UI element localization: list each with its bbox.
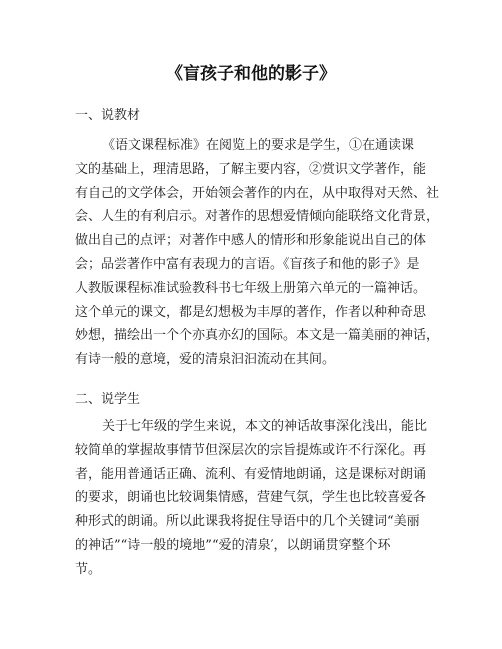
paragraph-line: 有自己的文学体会，开始领会著作的内在，从中取得对天然、社: [75, 185, 440, 201]
document-title: 《盲孩子和他的影子》: [166, 64, 336, 84]
paragraph-line: 有诗一般的意境，爱的清泉汩汩流动在其间。: [75, 352, 336, 368]
section-heading-students: 二、说学生: [75, 392, 141, 407]
paragraph-line: 这个单元的课文，都是幻想极为丰厚的著作，作者以种种奇思: [75, 304, 427, 320]
paragraph-line: 节。: [75, 561, 102, 577]
paragraph-line: 《语文课程标准》在阅览上的要求是学生，①在通读课: [102, 138, 415, 153]
paragraph-line: 的神话”“诗一般的境地”“爱的清泉′，以朗诵贯穿整个环: [75, 537, 391, 553]
paragraph-line: 的要求，朗诵也比较调集情感，营建气氛，学生也比较喜爱各: [75, 490, 427, 506]
paragraph-line: 妙想，描绘出一个个亦真亦幻的国际。本文是一篇美丽的神话，: [75, 328, 440, 344]
section-body-students: [75, 415, 445, 582]
section-heading-textbook: 一、说教材: [75, 108, 141, 123]
paragraph-line: 会；品尝著作中富有表现力的言语。《盲孩子和他的影子》是: [75, 256, 420, 272]
paragraph-line: 种形式的朗诵。所以此课我将捉住导语中的几个关键词“美丽: [75, 514, 420, 530]
paragraph-line: 会、人生的有利启示。对著作的思想爱情倾向能联络文化背景，: [75, 209, 440, 225]
paragraph-line: 文的基础上，理清思路，了解主要内容，②赏识文学著作，能: [75, 161, 427, 177]
paragraph-line: 做出自己的点评；对著作中感人的情形和形象能说出自己的体: [75, 233, 427, 249]
paragraph-line: 关于七年级的学生来说，本文的神话故事深化浅出，能比: [102, 419, 428, 434]
paragraph-line: 较简单的掌握故事情节但深层次的宗旨提炼或许不行深化。再: [75, 442, 427, 458]
paragraph-line: 者，能用普通话正确、流利、有爱情地朗诵，这是课标对朗诵: [75, 466, 427, 482]
section-body-textbook: [75, 134, 445, 372]
paragraph-line: 人教版课程标准试验教科书七年级上册第六单元的一篇神话。: [75, 280, 427, 296]
